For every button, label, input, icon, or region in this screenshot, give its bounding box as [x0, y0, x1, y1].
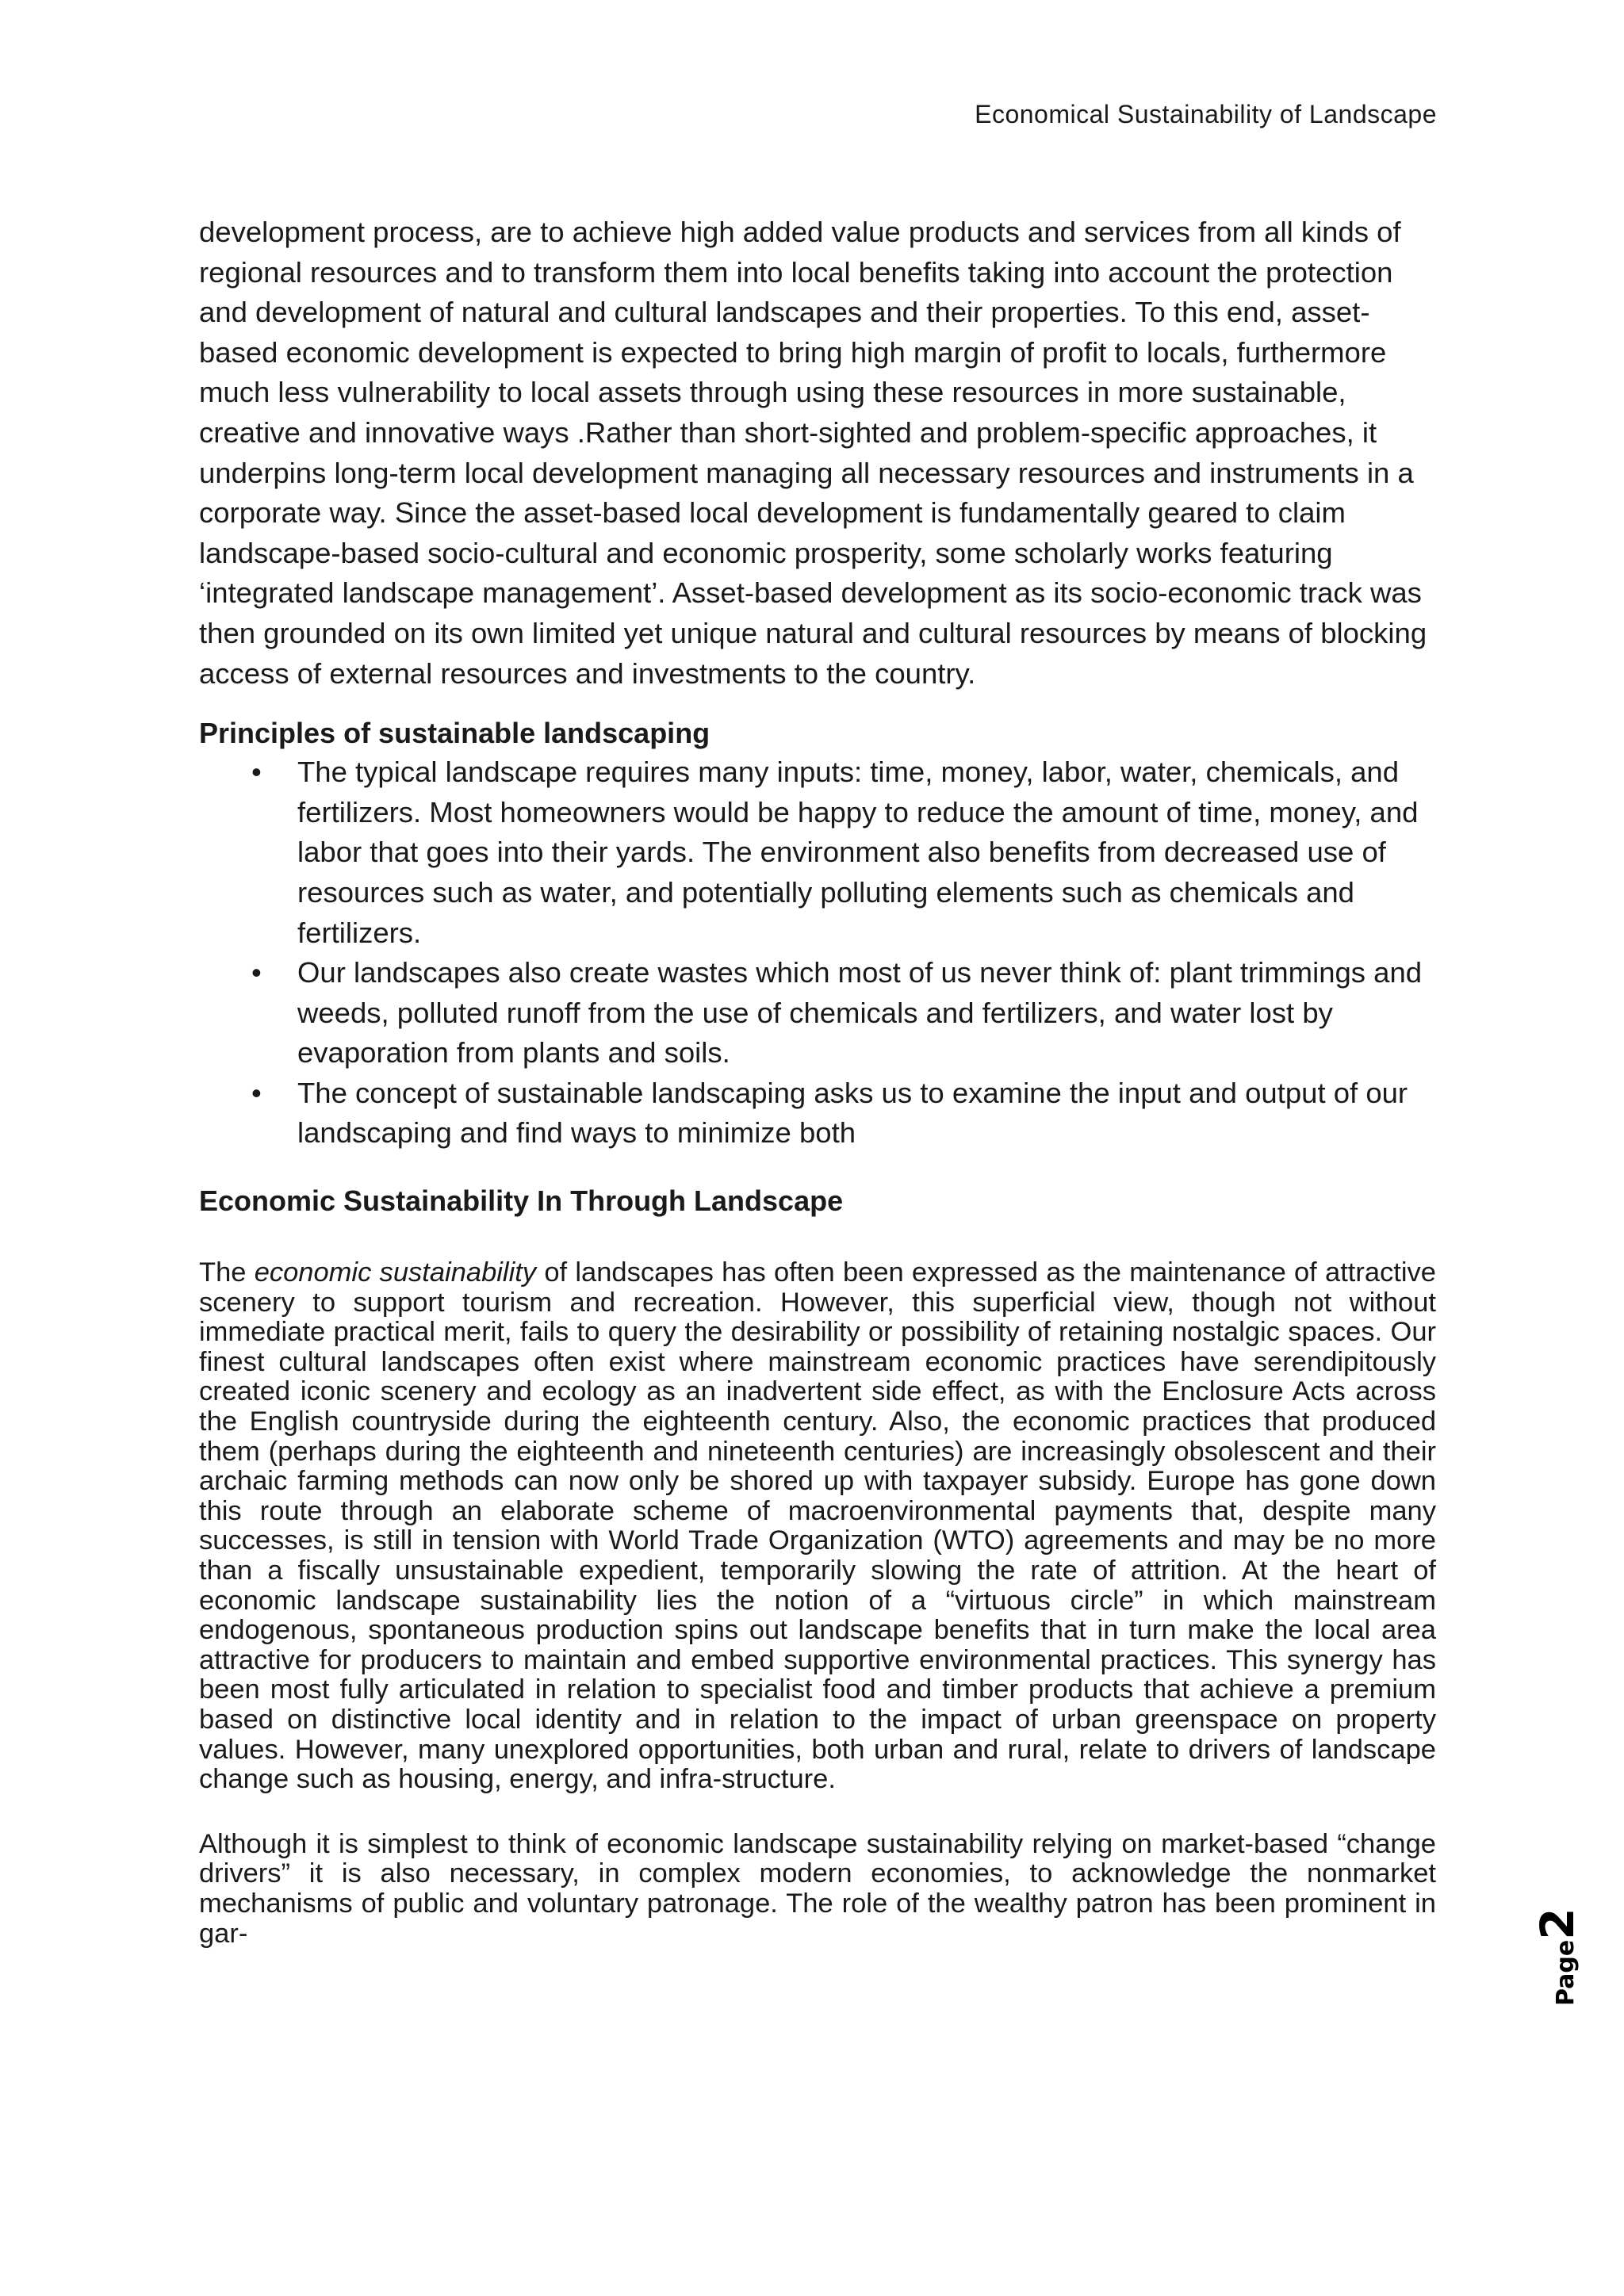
paragraph-body-text: of landscapes has often been expressed as the maintenance of attractive scenery to support tourism and recreation. However, this superficial view, though not without immediate practical merit, fails to query the desirability or possibility of retaining nostalgic spaces. Our finest cultural landscapes often exist where mainstream economic practices have serendipitously created iconic scenery and ecology as an inadvertent side effect, as with the Enclosure Acts across the English countryside during the eighteenth century. Also, the economic practices that produced them (perhaps during the eighteenth and nineteenth centuries) are increasingly obsolescent and their archaic farming methods can now only be shored up with taxpayer subsidy. Europe has gone down this route through an elaborate scheme of macroenvironmental payments that, despite many successes, is still in tension with World Trade Organization (WTO) agreements and may be no more than a fiscally unsustainable expedient, temporarily slowing the rate of attrition. At the heart of economic landscape sustainability lies the notion of a “virtuous circle” in which mainstream endogenous, spontaneous production spins out landscape benefits that in turn make the local area attractive for producers to maintain and embed supportive environmental practices. This synergy has been most fully articulated in relation to specialist food and timber products that achieve a premium based on distinctive local identity and in relation to the impact of urban greenspace on property values. However, many unexplored opportunities, both urban and rural, relate to drivers of landscape change such as housing, energy, and infra-structure. — [199, 1257, 1436, 1795]
bullet-text: Our landscapes also create wastes which most of us never think of: plant trimmings and weeds, polluted runoff from the use of chemicals and fertilizers, and water lost by evaporation from plants and soils. — [297, 956, 1423, 1070]
bullet-text: The typical landscape requires many inputs: time, money, labor, water, chemicals, and fertilizers. Most homeowners would be happy to reduce the amount of time, money, and labor that goes into their yards. The environment also benefits from decreased use of resources such as water, and potentially polluting elements such as chemicals and fertilizers. — [297, 756, 1419, 949]
bullet-item — [199, 752, 1436, 953]
bullet-item — [199, 1073, 1436, 1154]
bullet-text: The concept of sustainable landscaping asks us to examine the input and output of our landscaping and find ways to minimize both — [297, 1076, 1408, 1150]
page-label: Page — [1552, 1939, 1580, 2006]
body-paragraph — [199, 1258, 1436, 1795]
bullet-icon: • — [251, 756, 262, 789]
section-heading-principles: Principles of sustainable landscaping — [199, 717, 710, 750]
bullet-item — [199, 953, 1436, 1073]
paragraph-intro-text: The — [199, 1257, 255, 1288]
running-header-title: Economical Sustainability of Landscape — [975, 100, 1437, 128]
section-heading-economic: Economic Sustainability In Through Landscape — [199, 1184, 844, 1218]
emphasis-term: economic sustainability — [254, 1257, 537, 1288]
bullet-icon: • — [251, 1076, 262, 1109]
body-paragraph: development process, are to achieve high added value products and services from all kinds of regional resources and to transform them into local benefits taking into account the protection and development of natural and cultural landscapes and their properties. To this end, asset-based economic development is expected to bring high margin of profit to locals, furthermore much less vulnerability to local assets through using these resources in more sustainable, creative and innovative ways .Rather than short-sighted and problem-specific approaches, it underpins long-term local development managing all necessary resources and instruments in a corporate way. Since the asset-based local development is fundamentally geared to claim landscape-based socio-cultural and economic prosperity, some scholarly works featuring ‘integrated landscape management’. Asset-based development as its socio-economic track was then grounded on its own limited yet unique natural and cultural resources by means of blocking access of external resources and investments to the country. — [199, 216, 1427, 690]
page-content — [199, 212, 1436, 1949]
page-number: 2 — [1530, 1908, 1584, 1940]
page-number-marker — [1530, 1908, 1584, 2006]
bullet-icon: • — [251, 956, 262, 989]
principles-bullet-list — [199, 752, 1436, 1154]
body-paragraph: Although it is simplest to think of economic landscape sustainability relying on market-based “change drivers” it is also necessary, in complex modern economies, to acknowledge the nonmarket mechanisms of public and voluntary patronage. The role of the wealthy patron has been prominent in gar- — [199, 1828, 1436, 1949]
